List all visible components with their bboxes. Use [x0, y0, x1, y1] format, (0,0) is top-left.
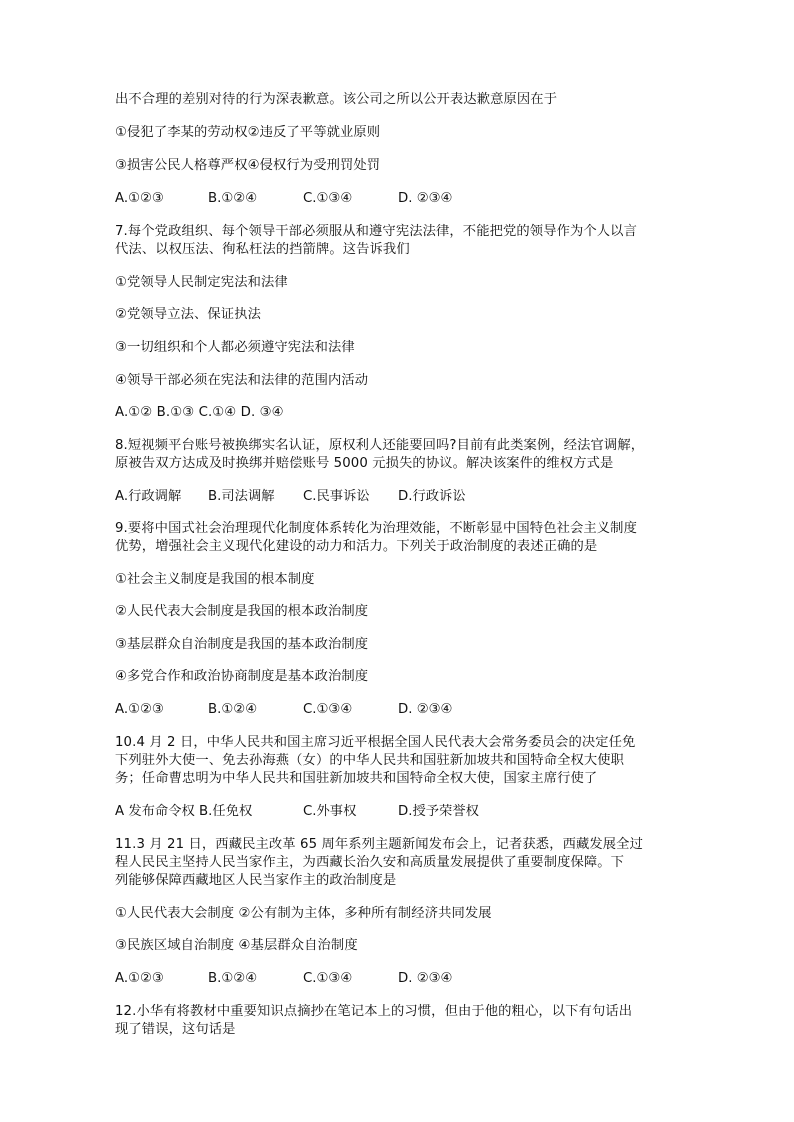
q6-option-c: C.①③④ [303, 191, 353, 206]
q7-statement-1: ①党领导人民制定宪法和法律 [115, 275, 288, 290]
q6-statement-1: ①侵犯了李某的劳动权②违反了平等就业原则 [115, 125, 381, 140]
q9-options [115, 701, 695, 719]
q10-option-a-b: A 发布命令权 B.任免权 [115, 804, 253, 819]
q10-stem-line-2: 下列驻外大使一、免去孙海燕（女）的中华人民共和国驻新加坡共和国特命全权大使职 [115, 753, 625, 768]
q7-statement-4: ④领导干部必须在宪法和法律的范围内活动 [115, 373, 369, 388]
q11-stem-line-1: 11.3 月 21 日，西藏民主改革 65 周年系列主题新闻发布会上，记者获悉，西藏发展全过 [115, 837, 643, 852]
q11-option-c: C.①③④ [303, 971, 353, 986]
q6-stem: 出不合理的差别对待的行为深表歉意。该公司之所以公开表达歉意原因在于 [115, 92, 558, 107]
q11-statement-2: ③民族区域自治制度 ④基层群众自治制度 [115, 938, 358, 953]
q8-stem-line-1: 8.短视频平台账号被换绑实名认证，原权利人还能要回吗?目前有此类案例，经法官调解， [115, 438, 645, 453]
q9-option-d: D. ②③④ [398, 702, 453, 717]
q9-statement-1: ①社会主义制度是我国的根本制度 [115, 572, 315, 587]
q8-option-c: C.民事诉讼 [303, 489, 370, 504]
q9-statement-2: ②人民代表大会制度是我国的根本政治制度 [115, 604, 369, 619]
q11-option-a: A.①②③ [115, 971, 164, 986]
q8-option-d: D.行政诉讼 [398, 489, 466, 504]
q7-stem-line-2: 代法、以权压法、徇私枉法的挡箭牌。这告诉我们 [115, 242, 410, 257]
q11-option-b: B.①②④ [208, 971, 258, 986]
q8-stem-line-2: 原被告双方达成及时换绑并赔偿账号 5000 元损失的协议。解决该案件的维权方式是 [115, 456, 614, 471]
q10-stem-line-3: 务；任命曹忠明为中华人民共和国驻新加坡共和国特命全权大使，国家主席行使了 [115, 771, 598, 786]
q11-stem-line-2: 程人民民主坚持人民当家作主，为西藏长治久安和高质量发展提供了重要制度保障。下 [115, 855, 625, 870]
q7-stem-line-1: 7.每个党政组织、每个领导干部必须服从和遵守宪法法律，不能把党的领导作为个人以言 [115, 224, 637, 239]
q6-option-d: D. ②③④ [398, 191, 453, 206]
q9-option-a: A.①②③ [115, 702, 164, 717]
q6-options [115, 190, 695, 208]
q12-stem-line-2: 现了错误，这句话是 [115, 1022, 236, 1037]
q9-stem-line-2: 优势，增强社会主义现代化建设的动力和活力。下列关于政治制度的表述正确的是 [115, 539, 598, 554]
q10-option-d: D.授予荣誉权 [398, 804, 479, 819]
q9-stem-line-1: 9.要将中国式社会治理现代化制度体系转化为治理效能，不断彰显中国特色社会主义制度 [115, 521, 637, 536]
q7-statement-3: ③一切组织和个人都必须遵守宪法和法律 [115, 340, 355, 355]
q12-stem-line-1: 12.小华有将教材中重要知识点摘抄在笔记本上的习惯，但由于他的粗心，以下有句话出 [115, 1004, 633, 1019]
q8-option-b: B.司法调解 [208, 489, 275, 504]
q6-statement-2: ③损害公民人格尊严权④侵权行为受刑罚处罚 [115, 158, 381, 173]
q11-stem-line-3: 列能够保障西藏地区人民当家作主的政治制度是 [115, 873, 397, 888]
q11-option-d: D. ②③④ [398, 971, 453, 986]
q9-statement-4: ④多党合作和政治协商制度是基本政治制度 [115, 669, 369, 684]
q9-statement-3: ③基层群众自治制度是我国的基本政治制度 [115, 637, 369, 652]
q8-options [115, 488, 695, 506]
q10-stem-line-1: 10.4 月 2 日，中华人民共和国主席习近平根据全国人民代表大会常务委员会的决定任免 [115, 735, 636, 750]
q8-option-a: A.行政调解 [115, 489, 182, 504]
q11-options [115, 970, 695, 988]
q10-options [115, 803, 695, 821]
q9-option-c: C.①③④ [303, 702, 353, 717]
q7-options: A.①② B.①③ C.①④ D. ③④ [115, 405, 284, 420]
q6-option-b: B.①②④ [208, 191, 258, 206]
q9-option-b: B.①②④ [208, 702, 258, 717]
q11-statement-1: ①人民代表大会制度 ②公有制为主体，多种所有制经济共同发展 [115, 906, 492, 921]
q6-option-a: A.①②③ [115, 191, 164, 206]
q10-option-c: C.外事权 [303, 804, 357, 819]
q7-statement-2: ②党领导立法、保证执法 [115, 307, 261, 322]
